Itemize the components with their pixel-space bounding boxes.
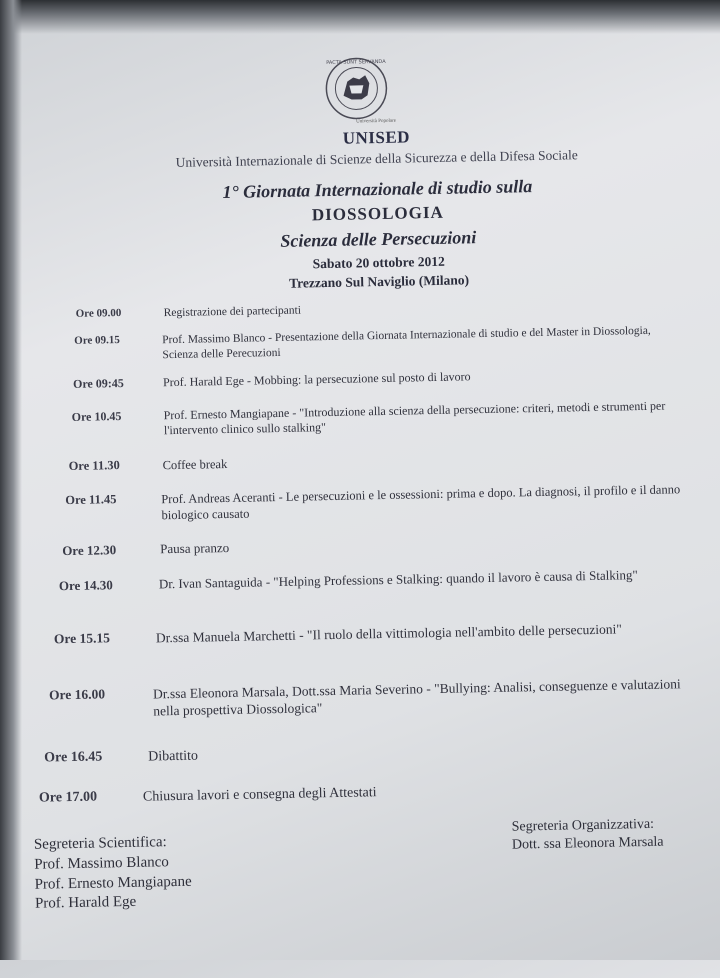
- schedule-text: Pausa pranzo: [160, 539, 230, 557]
- schedule-row: [49, 675, 710, 722]
- event-date: Sabato 20 ottobre 2012: [312, 253, 445, 272]
- schedule-text: Registrazione dei partecipanti: [163, 304, 302, 320]
- schedule-text: Prof. Ernesto Mangiapane - "Introduzione alla scienza della persecuzione: criteri, metodi e strumenti per l'intervento clinico sullo stalking": [163, 398, 666, 438]
- schedule-time: Ore 09:45: [72, 375, 124, 391]
- schedule-row: [39, 779, 663, 809]
- organizing-secretariat-heading: Segreteria Organizzativa:: [511, 816, 655, 835]
- schedule-row: [65, 481, 691, 525]
- document-sheet: [14, 4, 720, 978]
- event-title-line1: 1° Giornata Internazionale di studio sulla: [222, 176, 533, 203]
- organizing-member: Dott. ssa Eleonora Marsala: [511, 835, 664, 854]
- scientific-member: Prof. Ernesto Mangiapane: [34, 873, 192, 893]
- schedule-row: [62, 532, 660, 560]
- schedule-row: [44, 739, 648, 768]
- schedule-row: [73, 366, 663, 393]
- schedule-time: Ore 16.45: [44, 749, 103, 766]
- scientific-member: Prof. Massimo Blanco: [34, 853, 169, 873]
- scientific-secretariat-heading: Segreteria Scientifica:: [33, 834, 167, 853]
- schedule-row: [59, 566, 699, 595]
- event-title-line2: DIOSSOLOGIA: [311, 202, 444, 225]
- schedule-text: Prof. Andreas Aceranti - Le persecuzioni e le ossessioni: prima e dopo. La diagnosi, il profilo e il danno biologico causato: [161, 482, 681, 523]
- schedule-time: Ore 11.45: [65, 492, 117, 508]
- schedule-text: Dibattito: [148, 748, 199, 765]
- schedule-text: Chiusura lavori e consegna degli Attestati: [142, 785, 377, 805]
- schedule-time: Ore 09.00: [75, 306, 122, 320]
- schedule-time: Ore 12.30: [62, 542, 117, 559]
- schedule-time: Ore 09.15: [74, 334, 120, 347]
- unised-logo-seal: [323, 55, 390, 122]
- schedule-text: Prof. Massimo Blanco - Presentazione della Giornata Internazionale di studio e del Master in Diossologia, Scienza delle Perecuzioni: [162, 324, 651, 361]
- schedule-time: Ore 17.00: [38, 789, 98, 806]
- schedule-row: [74, 323, 670, 364]
- schedule-row: [54, 619, 706, 649]
- schedule-row: [76, 297, 664, 323]
- schedule-row: [68, 448, 662, 475]
- svg-text:PACTA SUNT SERVANDA: PACTA SUNT SERVANDA: [326, 58, 386, 67]
- schedule-text: Dr.ssa Eleonora Marsala, Dott.ssa Maria Severino - "Bullying: Analisi, conseguenze e valutazioni nella prospettiva Diossologica": [152, 676, 681, 719]
- schedule-text: Coffee break: [162, 456, 228, 473]
- schedule-time: Ore 14.30: [58, 577, 113, 594]
- schedule-time: Ore 11.30: [68, 458, 120, 474]
- schedule-time: Ore 16.00: [48, 686, 106, 703]
- scientific-member: Prof. Harald Ege: [34, 894, 137, 913]
- schedule-text: Prof. Harald Ege - Mobbing: la persecuzione sul posto di lavoro: [162, 369, 471, 390]
- university-name: Università Internazionale di Scienze della Sicurezza e della Difesa Sociale: [175, 147, 578, 170]
- organizing-secretariat: [511, 816, 663, 856]
- scientific-secretariat: [34, 833, 193, 915]
- schedule-row: [72, 398, 674, 440]
- schedule-time: Ore 10.45: [71, 409, 122, 424]
- event-subtitle: Scienza delle Persecuzioni: [280, 227, 477, 251]
- schedule-text: Dr. Ivan Santaguida - "Helping Professions e Stalking: quando il lavoro è causa di Stalking": [158, 567, 638, 592]
- logo-caption: Università Popolare: [356, 118, 397, 125]
- schedule-text: Dr.ssa Manuela Marchetti - "Il ruolo della vittimologia nell'ambito delle persecuzioni": [155, 621, 622, 646]
- schedule-time: Ore 15.15: [53, 630, 111, 647]
- acronym-title: UNISED: [342, 127, 411, 148]
- event-location: Trezzano Sul Naviglio (Milano): [289, 272, 470, 291]
